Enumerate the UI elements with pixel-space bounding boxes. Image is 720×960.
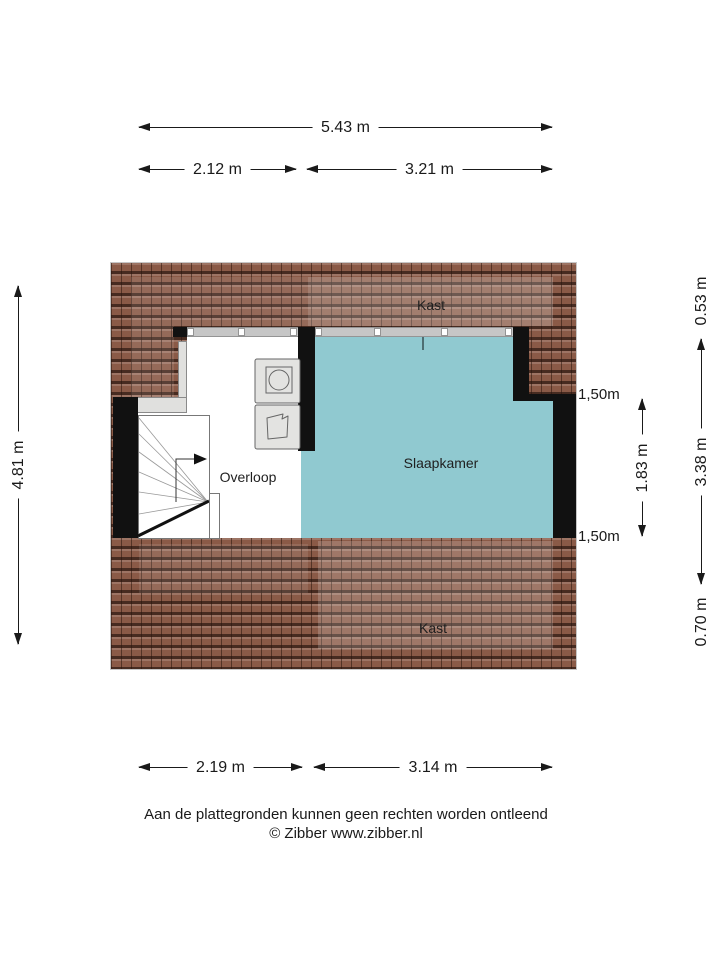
dimension-right-bottom (692, 588, 710, 656)
dimension-label: 3.21 m (396, 161, 463, 179)
room-label-overloop: Overloop (219, 469, 277, 485)
credit-text: © Zibber www.zibber.nl (269, 825, 423, 842)
arrow-down-icon (638, 525, 646, 537)
room-slaapkamer-floor-upper (315, 337, 514, 399)
laundry-basket-icon (255, 405, 300, 449)
knee-wall-edge (178, 341, 187, 399)
disclaimer-text: Aan de plattegronden kunnen geen rechten worden ontleend (144, 806, 548, 823)
dimension-width-right (306, 160, 553, 178)
arrow-down-icon (14, 633, 22, 645)
window-mullion (315, 328, 322, 336)
roof-light-top-left (131, 277, 308, 326)
room-label-kast-bottom: Kast (418, 620, 447, 636)
dimension-label: 0.53 m (693, 273, 711, 330)
room-label-kast-top: Kast (416, 297, 445, 313)
floor-plan (110, 262, 577, 670)
dimension-height-total (9, 285, 27, 645)
arrow-right-icon (285, 165, 297, 173)
arrow-right-icon (541, 165, 553, 173)
washing-machine-icon (255, 359, 300, 403)
arrow-right-icon (291, 763, 303, 771)
wall-right-outer (553, 399, 576, 538)
stair-newel (210, 494, 220, 539)
wall-left-outer (113, 397, 138, 538)
window-mullion (290, 328, 297, 336)
dimension-label: 2.12 m (184, 161, 251, 179)
wall-height-mark-bottom: 1,50m (578, 528, 620, 545)
dimension-label: 4.81 m (10, 432, 28, 499)
dimension-right-middle (692, 338, 710, 585)
stair-platform (137, 397, 187, 413)
window-mullion (187, 328, 194, 336)
room-label-slaapkamer: Slaapkamer (403, 455, 479, 471)
dimension-label: 3.38 m (693, 428, 711, 495)
dimension-bottom-left (138, 758, 303, 776)
dimension-label: 0.70 m (693, 594, 711, 651)
dimension-width-total (138, 118, 553, 136)
dimension-bottom-right (313, 758, 553, 776)
arrow-right-icon (541, 123, 553, 131)
dimension-right-top (692, 268, 710, 334)
dimension-label: 2.19 m (187, 759, 254, 777)
dimension-label: 1.83 m (634, 434, 652, 501)
window-mullion (238, 328, 245, 336)
dimension-inner-height (633, 398, 651, 537)
window-mullion (505, 328, 512, 336)
dimension-label: 5.43 m (312, 119, 379, 137)
appliances (254, 358, 302, 451)
window-overloop (187, 327, 298, 337)
window-mullion (441, 328, 448, 336)
wall-top-right (513, 327, 529, 401)
arrow-down-icon (697, 573, 705, 585)
dimension-label: 3.14 m (400, 759, 467, 777)
wall-top-left (173, 327, 187, 337)
dimension-width-left (138, 160, 297, 178)
roof-light-bottom-left (139, 544, 308, 593)
wall-height-mark-top: 1,50m (578, 386, 620, 403)
arrow-right-icon (541, 763, 553, 771)
window-mullion (374, 328, 381, 336)
window-slaapkamer (315, 327, 513, 337)
roof-light-left-strip (131, 326, 174, 397)
measure-tick (422, 337, 424, 350)
